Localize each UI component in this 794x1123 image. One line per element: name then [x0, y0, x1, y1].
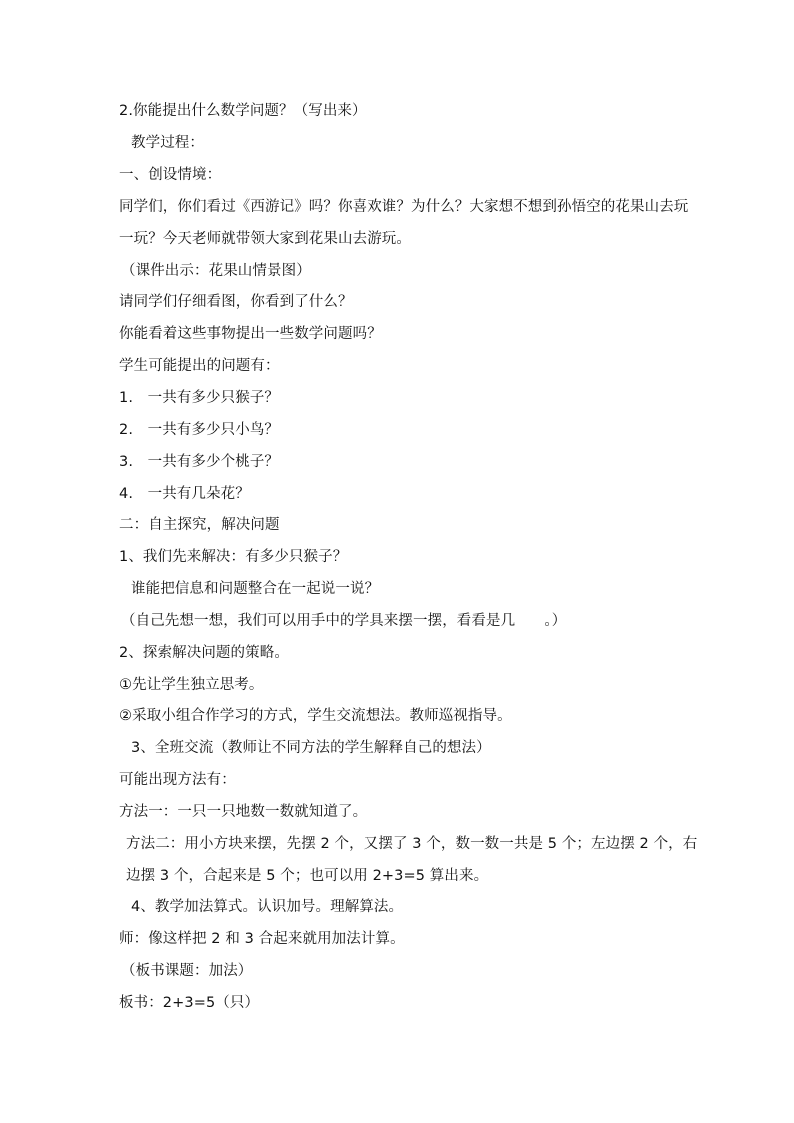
question-heading: 2.你能提出什么数学问题？（写出来）	[119, 103, 367, 119]
question-prompt: 你能看着这些事物提出一些数学问题吗？	[119, 326, 382, 342]
combine-prompt: 谁能把信息和问题整合在一起说一说？	[131, 581, 380, 597]
method-two-line-1: 方法二：用小方块来摆，先摆 2 个，又摆了 3 个，数一数一共是 5 个；左边摆 2 个，右	[126, 836, 698, 852]
methods-heading: 可能出现方法有：	[119, 772, 236, 788]
think-note: （自己先想一想，我们可以用手中的学具来摆一摆，看看是几 。）	[121, 613, 567, 629]
list-item: 1. 一共有多少只猴子？	[119, 390, 280, 406]
method-one: 方法一：一只一只地数一数就知道了。	[119, 804, 368, 820]
step-three: 3、全班交流（教师让不同方法的学生解释自己的想法）	[131, 740, 491, 756]
observe-prompt: 请同学们仔细看图，你看到了什么？	[119, 294, 353, 310]
strategy-item: ②采取小组合作学习的方式，学生交流想法。教师巡视指导。	[119, 708, 512, 724]
method-two-line-2: 边摆 3 个，合起来是 5 个；也可以用 2+3=5 算出来。	[126, 868, 489, 884]
list-item: 2. 一共有多少只小鸟？	[119, 422, 280, 438]
step-two: 2、探索解决问题的策略。	[119, 645, 289, 661]
strategy-item: ①先让学生独立思考。	[119, 677, 264, 693]
section-one-heading: 一、创设情境：	[119, 167, 222, 183]
teacher-line: 师：像这样把 2 和 3 合起来就用加法计算。	[119, 931, 405, 947]
step-four: 4、教学加法算式。认识加号。理解算法。	[131, 899, 404, 915]
section-two-heading: 二：自主探究，解决问题	[119, 517, 280, 533]
courseware-note: （课件出示：花果山情景图）	[121, 263, 311, 279]
intro-paragraph-line-2: 一玩？今天老师就带领大家到花果山去游玩。	[119, 231, 411, 247]
board-equation: 板书：2+3=5（只）	[119, 995, 260, 1011]
intro-paragraph-line-1: 同学们，你们看过《西游记》吗？你喜欢谁？为什么？大家想不想到孙悟空的花果山去玩	[119, 199, 689, 215]
list-item: 4. 一共有几朵花？	[119, 486, 250, 502]
list-item: 3. 一共有多少个桃子？	[119, 454, 280, 470]
possible-questions-heading: 学生可能提出的问题有：	[119, 358, 280, 374]
board-title-note: （板书课题：加法）	[121, 963, 253, 979]
step-one: 1、我们先来解决：有多少只猴子？	[119, 549, 348, 565]
teaching-process-heading: 教学过程：	[131, 135, 204, 151]
